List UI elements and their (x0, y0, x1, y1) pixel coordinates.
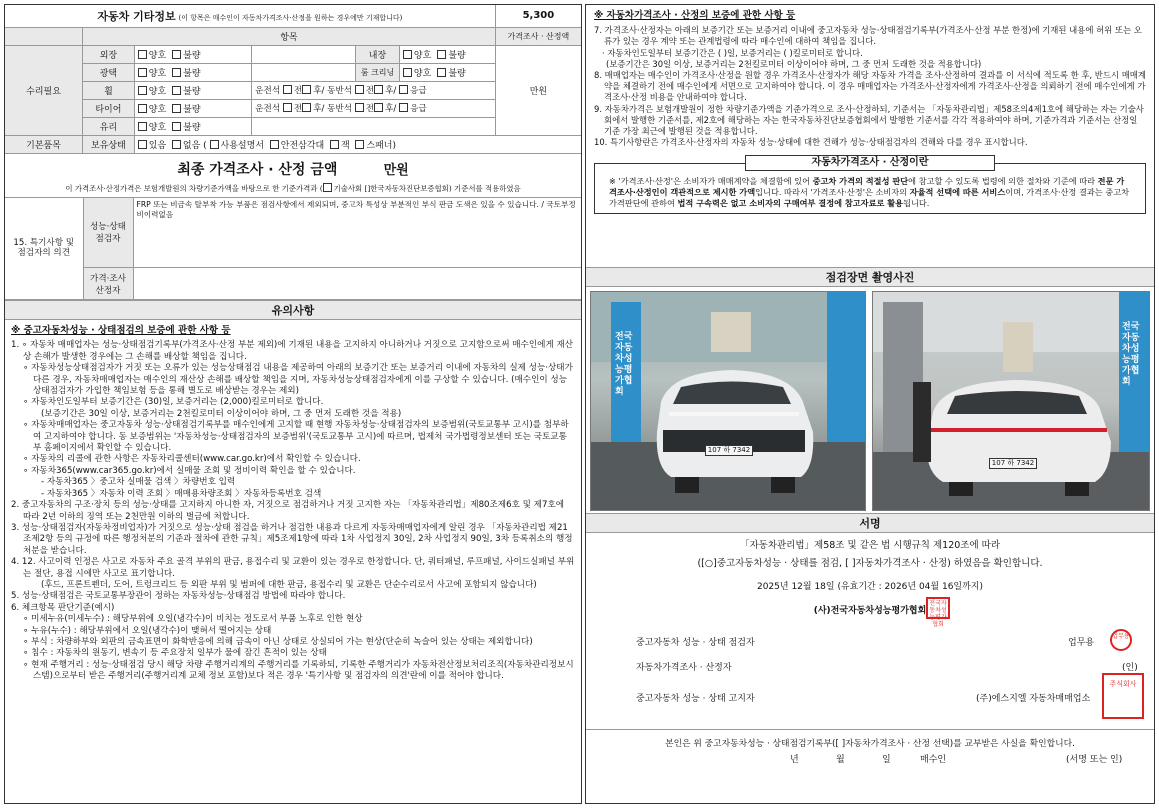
notice-notes (5, 320, 581, 685)
note: ∘ 침수 : 자동차의 원동기, 변속기 등 주요장치 일부가 물에 잠긴 흔적이 있는 상태 (23, 648, 327, 659)
wheel-driver-rear-checkbox[interactable] (302, 85, 311, 94)
plate-rear: 107 하 7342 (989, 458, 1037, 469)
opt-label: 양호 (148, 86, 167, 97)
row-tire: 타이어 (83, 99, 135, 117)
opt-label: 없음 ( (182, 140, 207, 151)
wheel-bad-checkbox[interactable] (172, 86, 181, 95)
plate-front: 107 하 7342 (705, 445, 753, 456)
basic-triangle-checkbox[interactable] (270, 140, 279, 149)
opt-label: 양호 (148, 104, 167, 115)
opt-label: 양호 (148, 122, 167, 133)
sign-line1: 「자동차관리법」제58조 및 같은 법 시행규칙 제120조에 따라 (739, 540, 1001, 551)
note: - 자동차365 〉자동차 이력 조회 〉매매용차량조회 〉자동차등록번호 검색 (41, 488, 322, 499)
room-good-checkbox[interactable] (403, 68, 412, 77)
opt-label: 불량 (448, 68, 466, 79)
photo-front-drawing (591, 292, 866, 511)
box-text: 이며, 가격조사·산정 결과는 중고차 가격판단에 관하여 (609, 187, 1130, 209)
opt-label: 불량 (183, 86, 201, 97)
basic-jack-checkbox[interactable] (330, 140, 339, 149)
sign-appraiser-seal: (인) (1122, 663, 1138, 673)
col-item-header: 항목 (83, 27, 496, 45)
basic-have-checkbox[interactable] (138, 140, 147, 149)
basic-manual-checkbox[interactable] (210, 140, 219, 149)
gloss-bad-checkbox[interactable] (172, 68, 181, 77)
opt-label: 불량 (183, 122, 201, 133)
opt-label: 잭 (340, 140, 350, 151)
special-inspector-text: FRP 또는 비금속 탈부착 가능 부품은 점검사항에서 제외되며, 중고차 특성상 부분적인 부식 판금 도색은 있을 수 있습니다. / 국토부정비이력없음 (133, 198, 581, 268)
photo-title: 점검장면 촬영사진 (586, 267, 1154, 287)
opt-label: 사용설명서 (220, 140, 265, 151)
wheel-spare-checkbox[interactable] (399, 85, 408, 94)
rnote: 9. 자동차가격은 보험개발원이 정한 차량기준가액을 기준가격으로 조사·산정하되, 기준서는 「자동차관리법」제58조의4제1호에 해당하는 자는 기술사회에서 발행한 기준서를, 제2호에 해당하는 자는 한국자동차진단보증협회에서 발행한 기준서를 각각 적용하여야 하며, 기준가격과 기준서는 산정일 기준 가장 최근에 발행된 것을 적용합니다. (594, 103, 1144, 137)
tire-driver-label: 운전석 (255, 104, 281, 114)
notice-title: 유의사항 (5, 300, 581, 320)
box-text: ※ '가격조사·산정'은 소비자가 매매계약을 체결함에 있어 (609, 176, 813, 187)
opt-label: 응급 (410, 86, 427, 96)
room-bad-checkbox[interactable] (437, 68, 446, 77)
note: 5. 성능·상태점검은 국토교통부장관이 정하는 자동차성능·상태점검 방법에 따라야 합니다. (11, 591, 346, 602)
right-notes (586, 5, 1154, 151)
special-table (5, 198, 581, 301)
right-heading: ※ 자동차가격조사 · 산정의 보증에 관한 사항 등 (594, 10, 796, 21)
final-note-b: 기술사회 [ (333, 183, 368, 193)
basic-label: 기본품목 (5, 135, 83, 153)
wheel-good-checkbox[interactable] (138, 86, 147, 95)
row-glass: 유리 (83, 117, 135, 135)
note: 1. ∘ 자동차 매매업자는 성능·상태점검기록부(가격조사·산정 부분 제외)에 기재된 내용을 고지하지 아니하거나 거짓으로 고지함으로써 매수인에게 재산상 손해가 발생한 경우에는 그 손해를 배상할 책임을 집니다. (11, 340, 574, 362)
row-gloss: 광택 (83, 63, 135, 81)
basic-status: 보유상태 (83, 135, 135, 153)
row-interior: 내장 (356, 45, 400, 63)
tire-driver-front-checkbox[interactable] (283, 103, 292, 112)
note: ∘ 누유(누수) : 해당부위에서 오일(냉각수)이 맺혀서 떨어지는 상태 (23, 625, 272, 636)
box-text: 에 참고할 수 있도록 법령에 의한 절차와 기준에 따라 (908, 176, 1098, 187)
special-label: 15. 특기사항 및 점검자의 의견 (5, 198, 83, 300)
note: 3. 성능·상태점검자(자동차정비업자)가 거짓으로 성능·상태 점검을 하거나 점검한 내용과 다르게 자동차매매업자에게 알린 경우 「자동차관리법 제21조제2항 등의 규정에 따른 행정처분의 기준과 절차에 관한 규칙」제5조제1항에 따라 1차 사업정지 30일, 2차 사업정지 90일, 3차 등록취소의 행정처분을 받습니다. (11, 522, 573, 556)
opt-label: 전 (365, 86, 375, 96)
note: ∘ 자동차365(www.car365.go.kr)에서 실매물 조회 및 정비이력 확인을 할 수 있습니다. (23, 465, 356, 476)
box-bold: 전문 가격조사·산정인이 객관적으로 제시한 가액 (609, 176, 1125, 198)
note: ∘ 부식 : 차량하부와 외판의 금속표면이 화학반응에 의해 금속이 아닌 상태로 상실되어 가는 현상(단순히 녹슬어 있는 상태는 제외합니다) (23, 636, 533, 647)
tire-pass-front-checkbox[interactable] (355, 103, 364, 112)
opt-label: 후 (385, 104, 394, 114)
tire-driver-rear-checkbox[interactable] (302, 103, 311, 112)
opt-label: 불량 (183, 50, 201, 61)
note: ∘ 자동차매매업자는 중고자동차 성능·상태점검기록부를 매수인에게 고지할 때 현행 자동차성능·상태점검자의 보증범위(국토교통부 고시)를 첨부하여 고지하여야 합니다. 동 보증범위는 '자동차성능·상태점검자의 보증범위'(국토교통부 고시)에 따르며, 법제처 국가법령정보센터 또는 국토교통부 홈페이지에서 확인할 수 있습니다. (23, 420, 569, 454)
basic-spanner-checkbox[interactable] (355, 140, 364, 149)
interior-bad-checkbox[interactable] (437, 50, 446, 59)
exterior-bad-checkbox[interactable] (172, 50, 181, 59)
opt-label: 양호 (413, 68, 432, 79)
rnote: 10. 특기사항란은 가격조사·산정자의 자동차 성능·상태에 대한 견해가 성능·상태점검자의 견해와 다를 경우 표시합니다. (594, 137, 1028, 148)
sign-appraiser-label: 자동차가격조사 · 산정자 (636, 663, 732, 673)
box-text: 됩니다. (903, 198, 930, 209)
wheel-driver-label: 운전석 (255, 86, 281, 96)
right-column (585, 4, 1155, 804)
row-wheel: 휠 (83, 81, 135, 99)
gloss-good-checkbox[interactable] (138, 68, 147, 77)
final-price-section (5, 154, 581, 198)
final-price-title: 최종 가격조사 · 산정 금액 (177, 161, 338, 178)
note: 2. 중고자동차의 구조·장치 등의 성능·상태를 고지하지 아니한 자, 거짓으로 점검하거나 거짓 고지한 자는 「자동차관리법」제80조제6호 및 제7호에 따라 2년 이하의 징역 또는 2천만원 이하의 벌금에 처합니다. (11, 500, 565, 522)
note: 4. 12. 사고이력 인정은 사고로 자동차 주요 골격 부위의 판금, 용접수리 및 교환이 있는 경우로 한정합니다. 단, 쿼터패널, 루프패널, 사이드실패널 부위는 절단, 용접 시에만 사고로 표기합니다. (11, 557, 575, 579)
sign-title: 서명 (586, 513, 1154, 533)
note: (보증기간은 30일 이상, 보증거리는 2천킬로미터 이상이어야 하며, 그 중 먼저 도래한 것을 적용) (41, 408, 402, 419)
confirm-month: 월 (836, 755, 845, 765)
opt-label: 후 (313, 86, 322, 96)
notifier-stamp: 주식회사 (1102, 673, 1144, 719)
box-bold: 중고차 가격의 적절성 판단 (812, 176, 909, 187)
rnote: · 자동차인도일부터 보증기간은 ( )일, 보증거리는 ( )킬로미터로 합니다. (602, 47, 863, 58)
org-stamp: 전국자동차성능평가협회 (926, 597, 950, 619)
opt-label: 응급 (410, 104, 427, 114)
wheel-passenger-label: 동반석 (327, 86, 353, 96)
opt-label: 있음 (148, 140, 167, 151)
tire-good-checkbox[interactable] (138, 104, 147, 113)
opt-label: 후 (313, 104, 322, 114)
confirm-text: 본인은 위 중고자동차성능 · 상태점검기록부([ ]자동차가격조사 · 산정 선택)를 교부받은 사실을 확인합니다. (665, 739, 1075, 749)
tire-bad-checkbox[interactable] (172, 104, 181, 113)
basic-none-checkbox[interactable] (172, 140, 181, 149)
wheel-driver-front-checkbox[interactable] (283, 85, 292, 94)
note: ∘ 미세누유(미세누수) : 해당부위에 오일(냉각수)이 비치는 정도로서 부품 노후로 인한 현상 (23, 614, 363, 625)
other-info-table: 자동차 기타정보 (이 항목은 매수인이 자동차가격조사·산정을 원하는 경우에만 기재합니다) 5,300 항목 가격조사 · 산정액 수리필요 외장 양호 불량 내장 양호 불량 만원 광택 양호 불량 룸 크리닝 양호 불량 휠 양호 불량 운전석 전 후/ 동반석 전 후/ 응급 타이어 양호 불량 운전석 전 후/ 동반석 전 후/ 응급 유리 양호 불량 기본품목 보유상태 있음 없음 ( 사용설명서 안전삼각대 잭 스패너) (5, 5, 581, 154)
info-title: 자동차 기타정보 (97, 9, 176, 23)
opt-label: 전 (365, 104, 375, 114)
notice-heading: ※ 중고자동차성능 · 상태점검의 보증에 관한 사항 등 (11, 325, 231, 336)
banner-rear: 전국자동차성능평가협회 (1122, 322, 1140, 387)
final-tech-checkbox[interactable] (323, 183, 332, 192)
final-note-c: ]한국자동차진단보증협회) 기준서를 적용하였음 (367, 183, 521, 193)
note: ∘ 자동차성능상태점검자가 거짓 또는 오류가 있는 성능상태점검 내용을 제공하여 아래의 보증기간 또는 보증거리 이내에 자동차의 실제 성능·상태가 다른 경우, 자동차매매업자는 매수인의 재산상 손해를 배상할 책임을 지며, 자동차성능상태점검자에게 이를 구상할 수 있습니다. (매수인이 성능상태점검자가 가입한 책임보험 등을 통해 별도로 배상받는 경우는 제외) (23, 363, 573, 397)
sign-notifier-label: 중고자동차 성능 · 상태 고지자 (636, 694, 755, 704)
inspector-seal-stamp: 업무용 (1110, 629, 1132, 651)
glass-good-checkbox[interactable] (138, 122, 147, 131)
opt-label: 불량 (183, 104, 201, 115)
left-column (4, 4, 582, 804)
confirm-buyer-sign: (서명 또는 인) (1066, 755, 1123, 765)
tire-passenger-label: 동반석 (327, 104, 353, 114)
opt-label: 전 (293, 104, 303, 114)
opt-label: 불량 (183, 68, 201, 79)
opt-label: 불량 (448, 50, 466, 61)
final-price-note (5, 183, 581, 194)
sign-inspector-seal-label: 업무용 (1068, 638, 1095, 648)
inspection-photo-rear (872, 291, 1150, 511)
inspection-photo-front (590, 291, 866, 511)
appraisal-box-title: 자동차가격조사 · 산정이란 (745, 155, 995, 171)
wheel-pass-rear-checkbox[interactable] (374, 85, 383, 94)
final-note-a: 이 가격조사·산정가격은 보험개발원의 차량기준가액을 바탕으로 한 기준가격과 ( (65, 183, 323, 193)
box-bold: 법적 구속력은 없고 소비자의 구매여부 결정에 참고자료로 활용 (677, 198, 904, 209)
rnote: 8. 매매업자는 매수인이 가격조사·산정을 원할 경우 가격조사·산정자가 해당 자동차 가격을 조사·산정하여 결과를 이 서식에 적도록 한 후, 반드시 매매계약을 체결하기 전에 매수인에게 서면으로 고지하여야 합니다. 이 경우 매매업자는 가격조사·산정자에게 가격조사·산정을 의뢰하기 전에 매수인에게 가격조사·산정 비용을 안내하여야 합니다. (594, 70, 1146, 103)
opt-label: 양호 (413, 50, 432, 61)
exterior-good-checkbox[interactable] (138, 50, 147, 59)
repair-unit: 만원 (495, 45, 581, 135)
confirm-buyer: 매수인 (920, 755, 947, 765)
box-bold: 자율적 선택에 따른 서비스 (909, 187, 1006, 198)
opt-label: 양호 (148, 50, 167, 61)
info-subtitle: (이 항목은 매수인이 자동차가격조사·산정을 원하는 경우에만 기재합니다) (178, 13, 403, 22)
note: (후드, 프론트펜더, 도어, 트렁크리드 등 외판 부위 및 범퍼에 대한 판금, 용접수리 및 교환은 단순수리로서 사고에 포함되지 않습니다) (41, 579, 537, 590)
interior-good-checkbox[interactable] (403, 50, 412, 59)
row-exterior: 외장 (83, 45, 135, 63)
opt-label: 양호 (148, 68, 167, 79)
box-text: 입니다. 따라서 '가격조사·산정'은 소비자의 (755, 187, 910, 198)
tire-pass-rear-checkbox[interactable] (374, 103, 383, 112)
note: 6. 체크항목 판단기준(예시) (11, 602, 115, 613)
sign-notifier-name: (주)에스지엘 자동차매매업소 (976, 694, 1091, 704)
sign-date: 2025년 12월 18일 (유효기간 : 2026년 04월 16일까지) (756, 582, 984, 592)
opt-label: 스패너) (366, 140, 397, 151)
wheel-pass-front-checkbox[interactable] (355, 85, 364, 94)
note: - 자동차365 〉중고차 실매물 검색 〉차량번호 입력 (41, 477, 236, 488)
photo-rear-drawing (873, 292, 1150, 511)
note: ∘ 자동차의 리콜에 관한 사항은 자동차리콜센터(www.car.go.kr)에서 확인할 수 있습니다. (23, 454, 361, 465)
rnote: (보증기간은 30일 이상, 보증거리는 2천킬로미터 이상이어야 하며, 그 중 먼저 도래한 것을 적용합니다) (606, 58, 982, 69)
special-inspector-label: 성능·상태 점검자 (83, 198, 133, 268)
glass-bad-checkbox[interactable] (172, 122, 181, 131)
opt-label: 안전삼각대 (280, 140, 325, 151)
banner-front: 전국자동차성능평가협회 (615, 332, 633, 397)
sign-org: (사)전국자동차성능평가협회 (813, 606, 927, 616)
tire-spare-checkbox[interactable] (399, 103, 408, 112)
opt-label: 후 (385, 86, 394, 96)
note: ∘ 자동차인도일부터 보증기간은 (30)일, 보증거리는 (2,000)킬로미터로 합니다. (23, 397, 324, 408)
confirm-day: 일 (882, 755, 891, 765)
repair-label: 수리필요 (5, 45, 83, 135)
row-room: 룸 크리닝 (356, 63, 400, 81)
col-price-header: 가격조사 · 산정액 (495, 27, 581, 45)
note: ∘ 현재 주행거리 : 성능·상태점검 당시 해당 차량 주행거리계의 주행거리를 기록하되, 기록한 주행거리가 자동차전산정보처리조직(자동차관리정보시스템)으로부터 받은 주행거리(주행거리계 교체 정보 포함)보다 적은 경우 '특기사항 및 점검자의 의견'란에 이를 적어야 합니다. (23, 659, 574, 682)
confirm-year: 년 (790, 755, 799, 765)
final-price-unit: 만원 (383, 162, 409, 178)
sign-inspector-label: 중고자동차 성능 · 상태 점검자 (636, 638, 755, 648)
info-price: 5,300 (495, 5, 581, 27)
rnote: 7. 가격조사·산정자는 아래의 보증기간 또는 보증거리 이내에 중고자동차 성능·상태점검기록부(가격조사·산정 부분 한정)에 기재된 내용에 허위 또는 오류가 있는 경우 계약 또는 관계법령에 따라 매수인에 대하여 책임을 집니다. (594, 25, 1142, 47)
opt-label: 전 (293, 86, 303, 96)
special-appraiser-label: 가격·조사 산정자 (83, 268, 133, 300)
sign-line2: ([○]중고자동차성능 · 상태를 점검, [ ]자동차가격조사 · 산정) 하였음을 확인합니다. (697, 558, 1043, 569)
